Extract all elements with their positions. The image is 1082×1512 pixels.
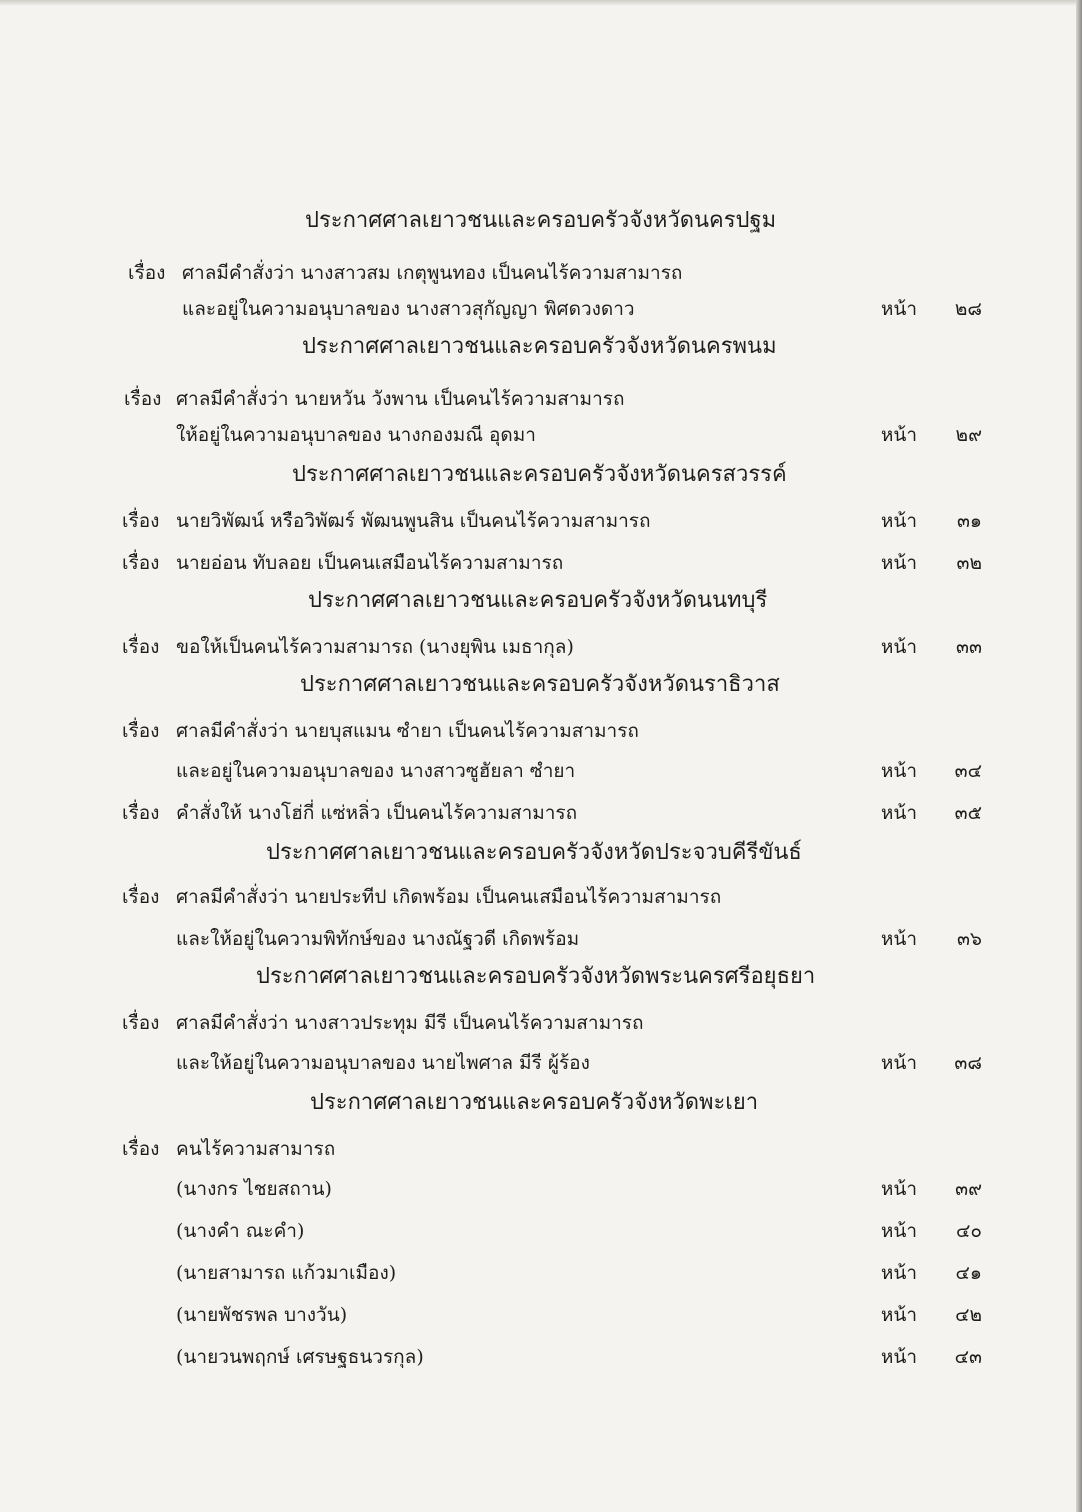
subject-label: เรื่อง (122, 1138, 160, 1160)
subentry-text: (นางคำ ณะคำ) (176, 1220, 305, 1242)
subentry-text: (นางกร ไชยสถาน) (176, 1178, 332, 1200)
page-number: ๓๖ (956, 928, 982, 950)
entry-text: และอยู่ในความอนุบาลของ นางสาวซูฮัยลา ซำยา (176, 760, 576, 782)
section-heading: ประกาศศาลเยาวชนและครอบครัวจังหวัดนนทบุรี (308, 588, 768, 613)
subentry-text: (นายวนพฤกษ์ เศรษฐธนวรกุล) (176, 1346, 424, 1368)
entry-text: และอยู่ในความอนุบาลของ นางสาวสุกัญญา พิศดวงดาว (182, 298, 635, 320)
page-label: หน้า (880, 1052, 917, 1074)
section-heading: ประกาศศาลเยาวชนและครอบครัวจังหวัดนครสวรรค์ (292, 462, 787, 487)
subject-label: เรื่อง (122, 636, 160, 658)
page-number: ๔๐ (956, 1220, 982, 1242)
page-label: หน้า (880, 802, 917, 824)
section-heading: ประกาศศาลเยาวชนและครอบครัวจังหวัดนครปฐม (305, 208, 777, 233)
page-number: ๔๒ (955, 1304, 982, 1326)
subject-label: เรื่อง (122, 802, 160, 824)
subject-label: เรื่อง (124, 388, 162, 410)
page-number: ๓๕ (954, 802, 982, 824)
subject-label: เรื่อง (122, 510, 160, 532)
entry-text: ศาลมีคำสั่งว่า นายประทีป เกิดพร้อม เป็นคนเสมือนไร้ความสามารถ (176, 886, 722, 908)
page-number: ๒๙ (955, 424, 982, 446)
section-heading: ประกาศศาลเยาวชนและครอบครัวจังหวัดพะเยา (310, 1090, 759, 1115)
page-number: ๓๔ (954, 760, 982, 782)
subject-label: เรื่อง (122, 552, 160, 574)
page-label: หน้า (880, 552, 917, 574)
scan-edge-shadow (1076, 0, 1082, 1512)
page-label: หน้า (880, 1178, 917, 1200)
scan-top-shadow (0, 0, 1082, 6)
subentry-text: (นายพัชรพล บางวัน) (176, 1304, 348, 1326)
section-heading: ประกาศศาลเยาวชนและครอบครัวจังหวัดพระนครศรีอยุธยา (256, 964, 816, 989)
section-heading: ประกาศศาลเยาวชนและครอบครัวจังหวัดนราธิวาส (300, 672, 780, 697)
subject-label: เรื่อง (122, 720, 160, 742)
page-label: หน้า (880, 760, 917, 782)
page-label: หน้า (880, 1304, 917, 1326)
page-label: หน้า (880, 298, 917, 320)
entry-text: ให้อยู่ในความอนุบาลของ นางกองมณี อุดมา (176, 424, 536, 446)
page-number: ๓๘ (954, 1052, 982, 1074)
entry-text: ศาลมีคำสั่งว่า นายหวัน วังพาน เป็นคนไร้ความสามารถ (176, 388, 625, 410)
page-number: ๔๓ (954, 1346, 982, 1368)
page-label: หน้า (880, 510, 917, 532)
page-label: หน้า (880, 1220, 917, 1242)
page-number: ๓๑ (956, 510, 982, 532)
page-label: หน้า (880, 636, 917, 658)
page-label: หน้า (880, 1346, 917, 1368)
entry-text: นายอ่อน ทับลอย เป็นคนเสมือนไร้ความสามารถ (176, 552, 564, 574)
page-label: หน้า (880, 1262, 917, 1284)
subentry-text: (นายสามารถ แก้วมาเมือง) (176, 1262, 397, 1284)
entry-text: นายวิพัฒน์ หรือวิพัฒร์ พัฒนพูนสิน เป็นคนไร้ความสามารถ (176, 510, 651, 532)
page-label: หน้า (880, 928, 917, 950)
entry-text: และให้อยู่ในความอนุบาลของ นายไพศาล มีรี ผู้ร้อง (176, 1052, 590, 1074)
page-number: ๔๑ (955, 1262, 982, 1284)
page-number: ๓๓ (956, 636, 982, 658)
page-label: หน้า (880, 424, 917, 446)
entry-text: ศาลมีคำสั่งว่า นายบุสแมน ซำยา เป็นคนไร้ความสามารถ (176, 720, 639, 742)
entry-text: ศาลมีคำสั่งว่า นางสาวสม เกตุพูนทอง เป็นคนไร้ความสามารถ (182, 262, 683, 284)
subject-label: เรื่อง (122, 886, 160, 908)
entry-text: ขอให้เป็นคนไร้ความสามารถ (นางยุพิน เมธากุล) (176, 636, 574, 658)
entry-text: ศาลมีคำสั่งว่า นางสาวประทุม มีรี เป็นคนไร้ความสามารถ (176, 1012, 644, 1034)
section-heading: ประกาศศาลเยาวชนและครอบครัวจังหวัดนครพนม (302, 334, 777, 359)
entry-text: คำสั่งให้ นางโฮ่กี่ แซ่หลิ่ว เป็นคนไร้ความสามารถ (176, 802, 578, 824)
page-number: ๓๒ (956, 552, 982, 574)
subject-label: เรื่อง (122, 1012, 160, 1034)
section-heading: ประกาศศาลเยาวชนและครอบครัวจังหวัดประจวบคีรีขันธ์ (266, 840, 802, 865)
page-number: ๓๙ (955, 1178, 982, 1200)
entry-text: และให้อยู่ในความพิทักษ์ของ นางณัฐวดี เกิดพร้อม (176, 928, 580, 950)
entry-text: คนไร้ความสามารถ (176, 1138, 336, 1160)
subject-label: เรื่อง (128, 262, 166, 284)
page-number: ๒๘ (954, 298, 982, 320)
